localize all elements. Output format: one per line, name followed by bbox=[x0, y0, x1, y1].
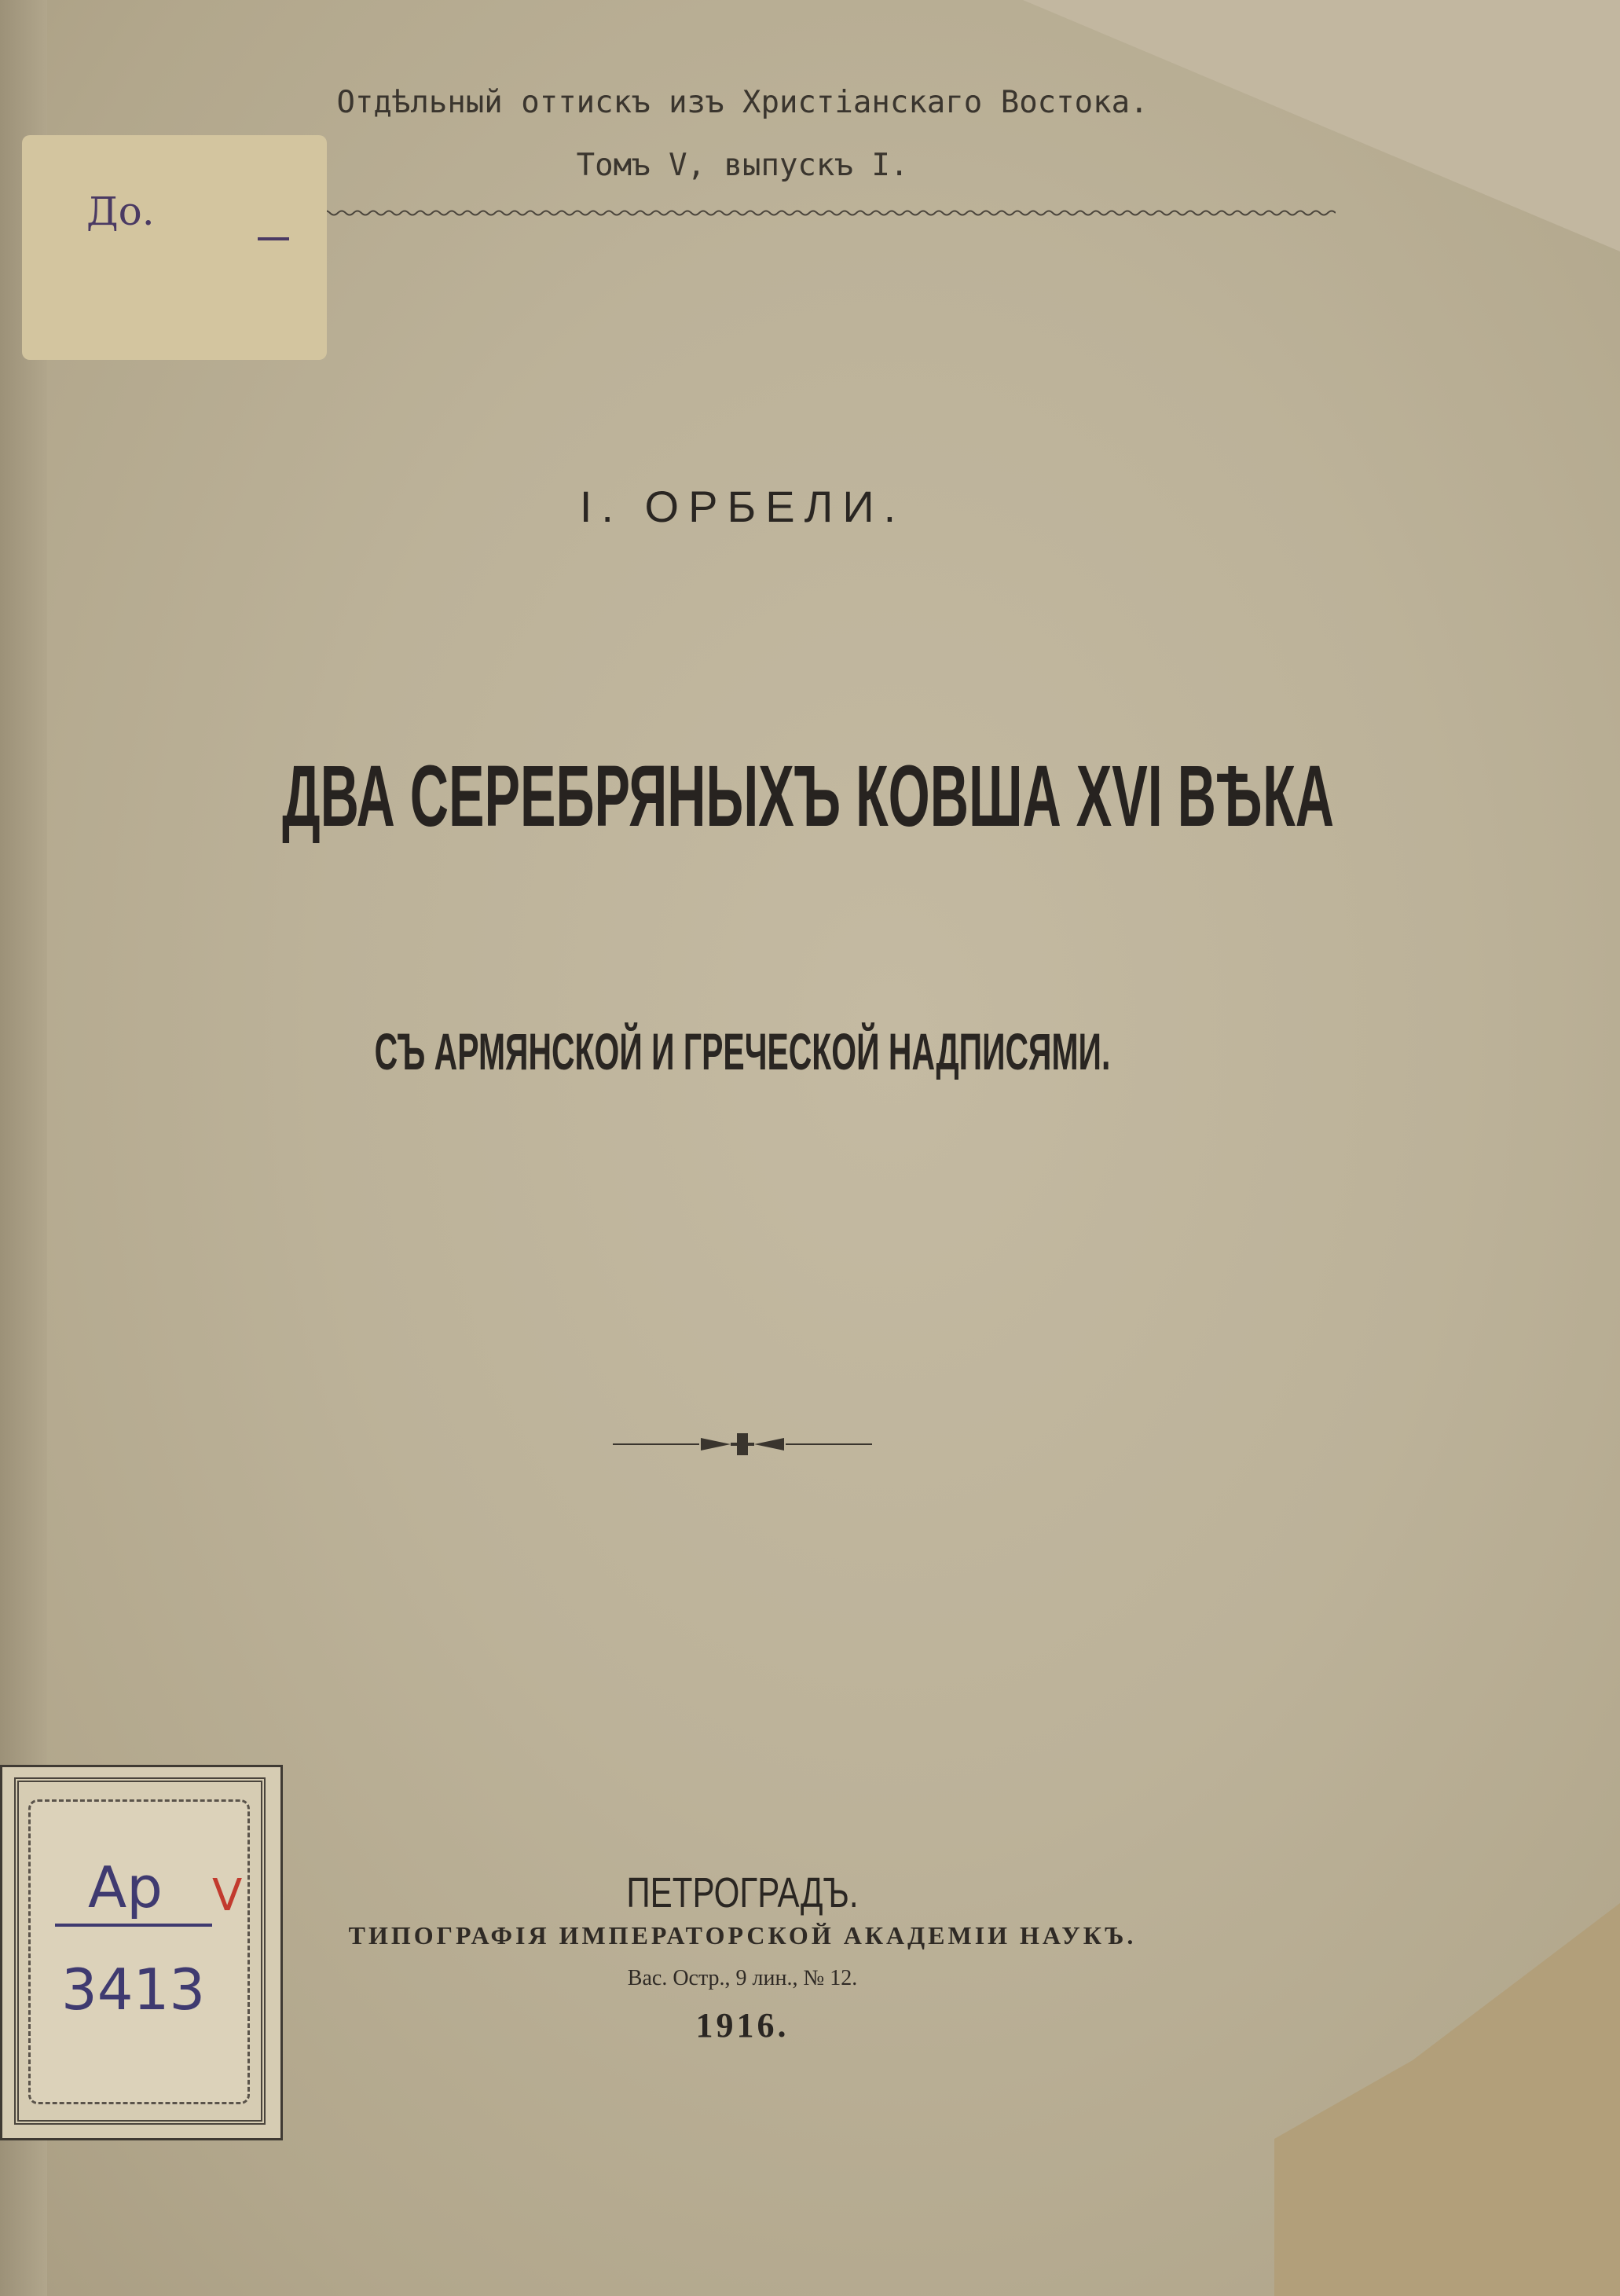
shelf-label-dash bbox=[258, 237, 289, 240]
wavy-rule bbox=[322, 207, 1336, 218]
author-name: I. ОРБЕЛИ. bbox=[579, 482, 906, 531]
imprint-year: 1916. bbox=[695, 2006, 790, 2045]
imprint-press: ТИПОГРАФІЯ ИМПЕРАТОРСКОЙ АКАДЕМІИ НАУКЪ. bbox=[348, 1921, 1137, 1949]
offprint-note: Отдѣльный оттискъ изъ Христіанскаго Востока. bbox=[336, 85, 1149, 120]
shelf-label bbox=[22, 135, 327, 360]
stamp-handwriting-line1: Ар bbox=[88, 1854, 163, 1920]
shelf-label-handwriting: До. bbox=[86, 189, 155, 234]
library-stamp-field bbox=[28, 1799, 250, 2104]
volume-note: Томъ V, выпускъ I. bbox=[576, 148, 909, 183]
stamp-handwriting-line2: 3413 bbox=[61, 1957, 206, 2023]
worn-corner bbox=[1274, 1903, 1620, 2296]
stamp-check-mark: V bbox=[212, 1870, 243, 1921]
imprint-city: ПЕТРОГРАДЪ. bbox=[626, 1869, 859, 1916]
imprint-address: Вас. Остр., 9 лин., № 12. bbox=[627, 1966, 858, 1990]
ornament-divider bbox=[613, 1429, 872, 1460]
book-title: ДВА СЕРЕБРЯНЫХЪ КОВША XVI ВѢКА bbox=[282, 748, 1334, 845]
book-subtitle: СЪ АРМЯНСКОЙ И ГРЕЧЕСКОЙ НАДПИСЯМИ. bbox=[374, 1022, 1111, 1080]
stamp-underline bbox=[55, 1924, 212, 1927]
